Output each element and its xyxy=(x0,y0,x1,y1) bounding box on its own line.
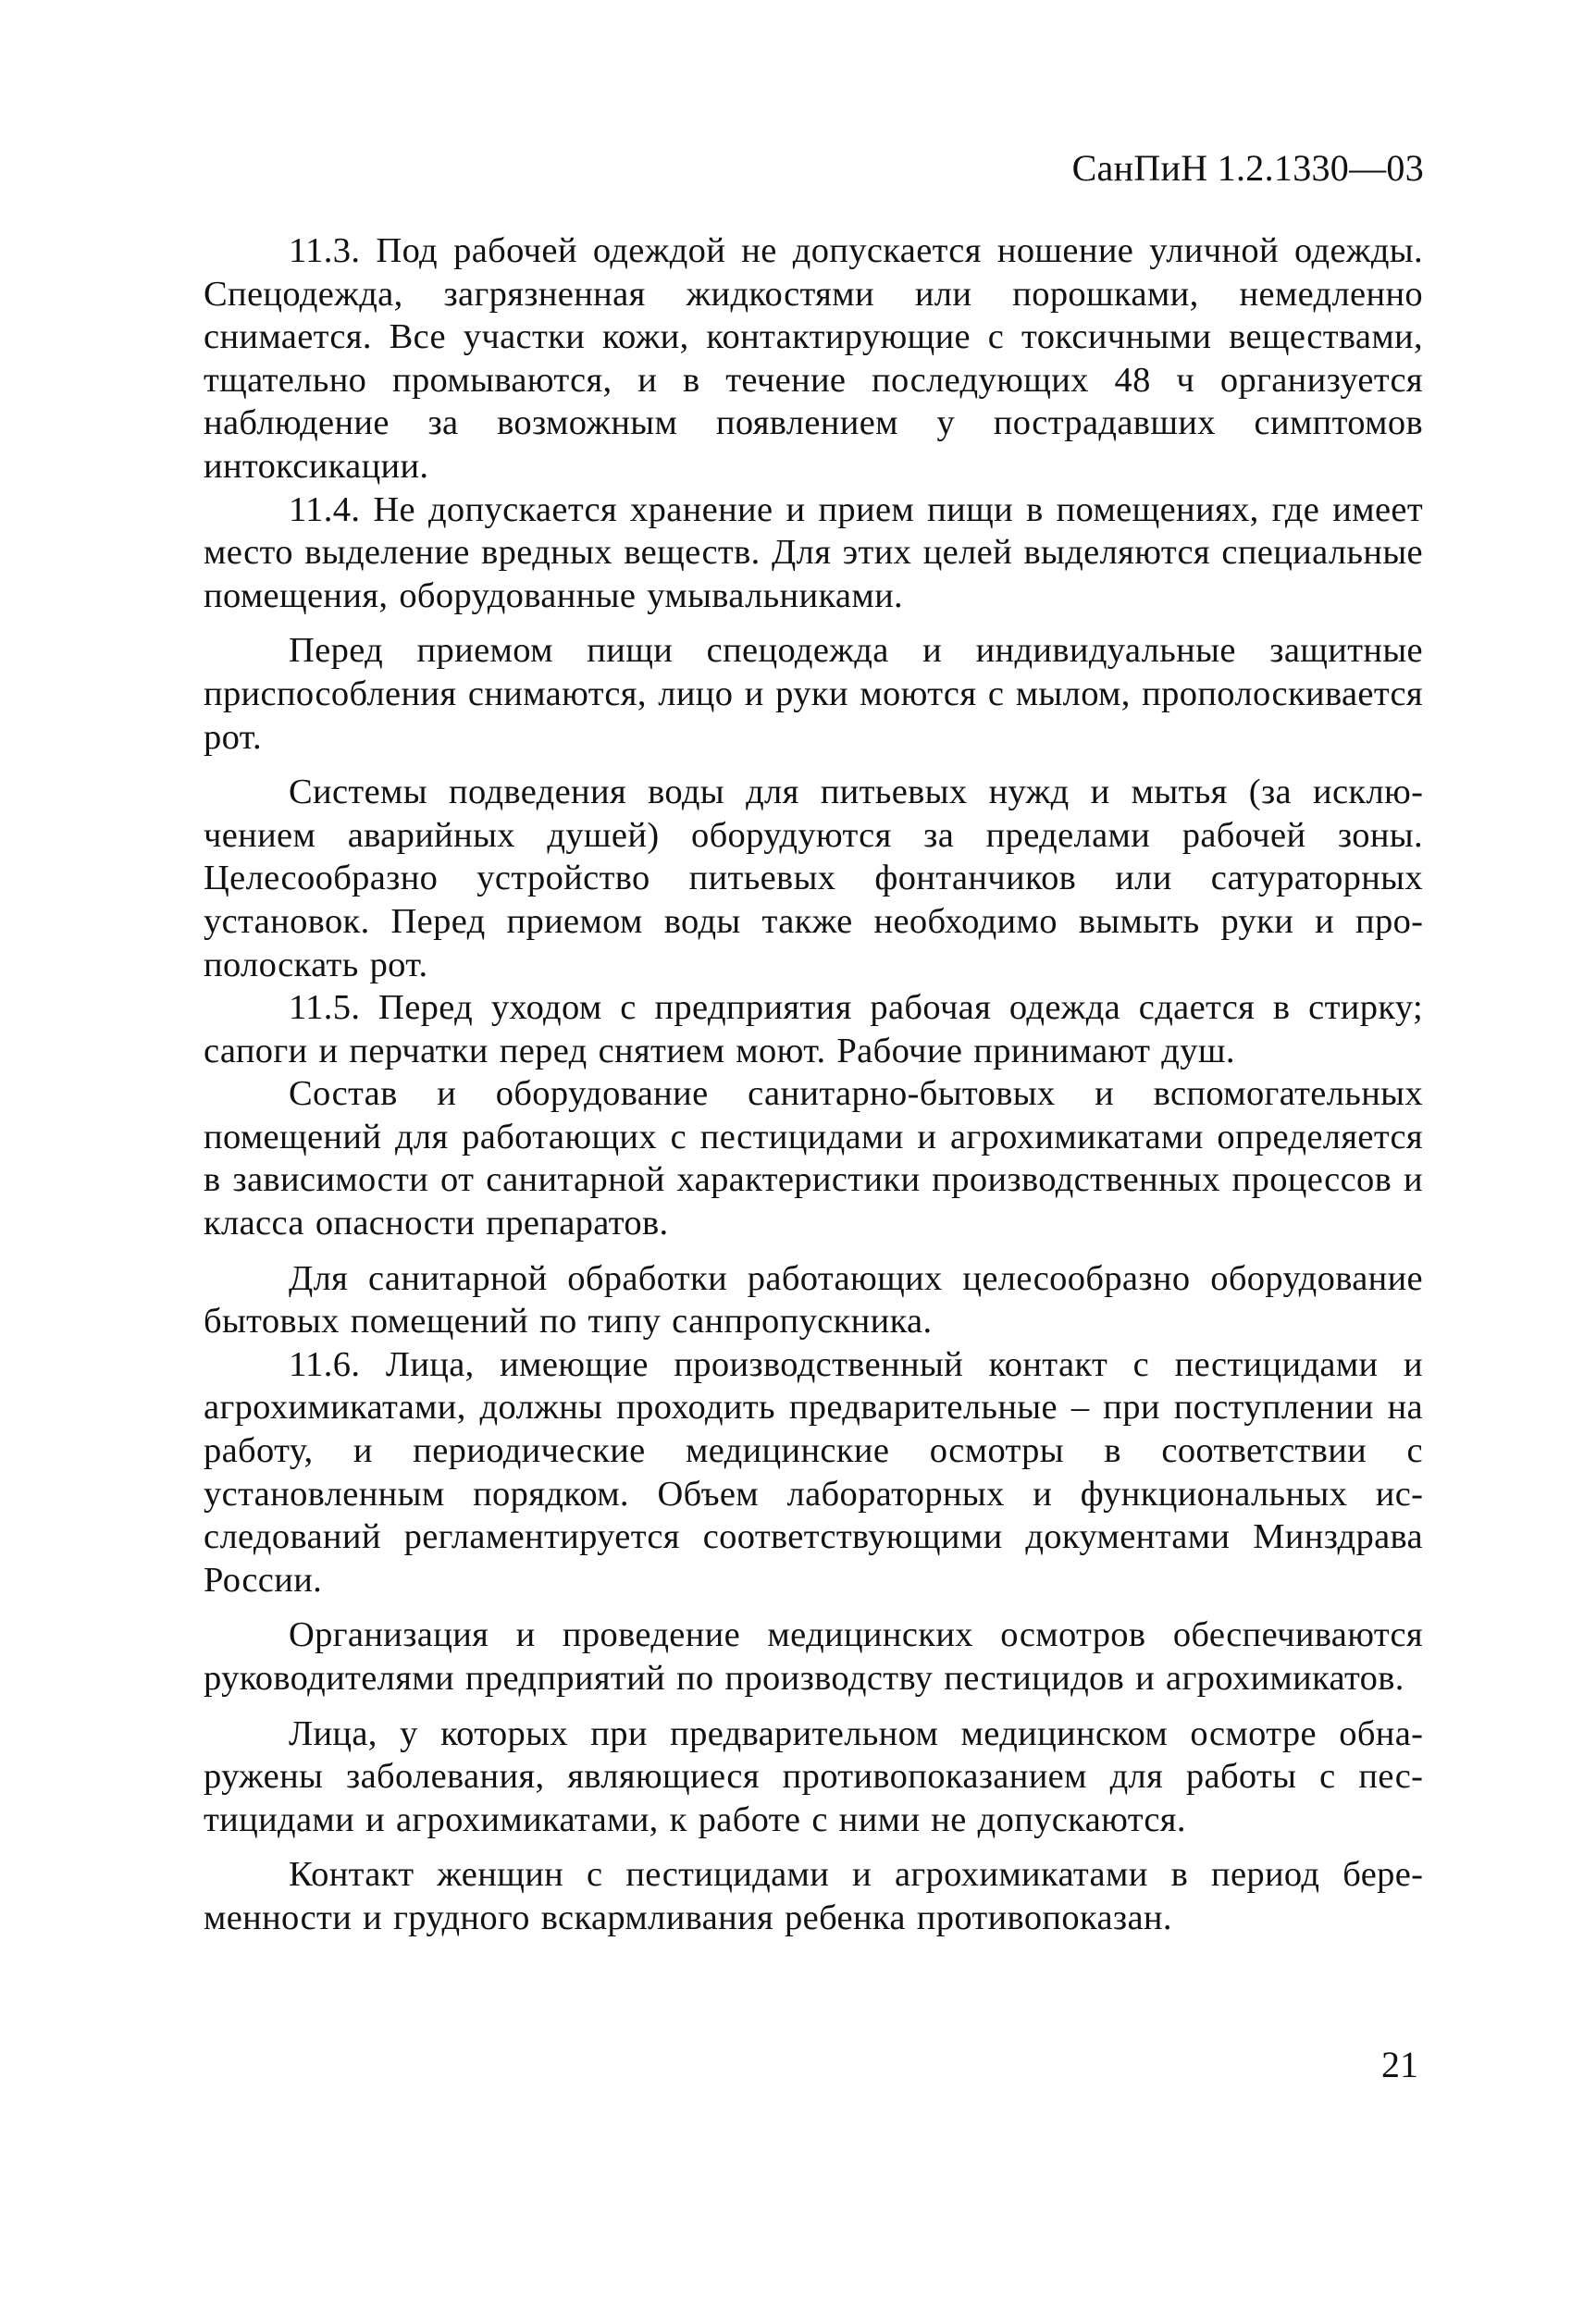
paragraph-11-3: 11.3. Под рабочей одеждой не допускается ношение уличной одежды. Спецодежда, загрязненная жидкостями или порошками, немедленно снимается. Все участки кожи, контактирующие с токсичными веществами, тщательно промываются, и в течение последующих 48 ч организуется наблюдение за возможным появлением у пострадавших симптомов интоксикации. xyxy=(204,231,1423,486)
paragraph-11-5: 11.5. Перед уходом с предприятия рабочая одежда сдается в стирку; сапоги и перчатки перед снятием моют. Рабочие принимают душ. xyxy=(204,988,1423,1070)
paragraph-contraindications: Лица, у которых при предварительном медицинском осмотре обнаружены заболевания, являющиеся противопоказанием для работы с пестицидами и агрохимикатами, к работе с ними не допускаются. xyxy=(204,1713,1423,1839)
page-number: 21 xyxy=(1381,2044,1418,2085)
paragraph-11-4: 11.4. Не допускается хранение и прием пищи в помещениях, где имеет место выделение вредных веществ. Для этих целей выделяются специальные помещения, оборудованные умывальниками. xyxy=(204,489,1423,615)
paragraph-pregnancy: Контакт женщин с пестицидами и агрохимикатами в период беременности и грудного вскармливания ребенка противопоказан. xyxy=(204,1855,1423,1937)
paragraph-meal-preparation: Перед приемом пищи спецодежда и индивидуальные защитные приспособления снимаются, лицо и руки моются с мылом, прополоскивается рот. xyxy=(204,631,1423,757)
document-code-header: СанПиН 1.2.1330—03 xyxy=(1071,147,1424,189)
paragraph-sanitary-processing: Для санитарной обработки работающих целесообразно оборудование бытовых помещений по типу санпропускника. xyxy=(204,1258,1423,1342)
paragraph-water-supply: Системы подведения воды для питьевых нужд и мытья (за исключением аварийных душей) оборудуются за пределами рабочей зоны. Целесообразно устройство питьевых фонтанчиков или сатураторных установок. Перед приемом воды также необходимо вымыть руки и прополоскать рот. xyxy=(204,773,1423,984)
paragraph-11-6: 11.6. Лица, имеющие производственный контакт с пестицидами и агрохимикатами, должны проходить предварительные – при поступлении на работу, и периодические медицинские осмотры в соответствии с установленным порядком. Объем лабораторных и функциональных исследований регламентируется соответствующими документами Минздрава России. xyxy=(204,1344,1423,1600)
body-text xyxy=(204,229,1423,1940)
paragraph-sanitary-rooms: Состав и оборудование санитарно-бытовых и вспомогательных помещений для работающих с пестицидами и агрохимикатами определяется в зависимости от санитарной характеристики производственных процессов и класса опасности препаратов. xyxy=(204,1074,1423,1243)
paragraph-medical-exams: Организация и проведение медицинских осмотров обеспечиваются руководителями предприятий по производству пестицидов и агрохимикатов. xyxy=(204,1615,1423,1698)
